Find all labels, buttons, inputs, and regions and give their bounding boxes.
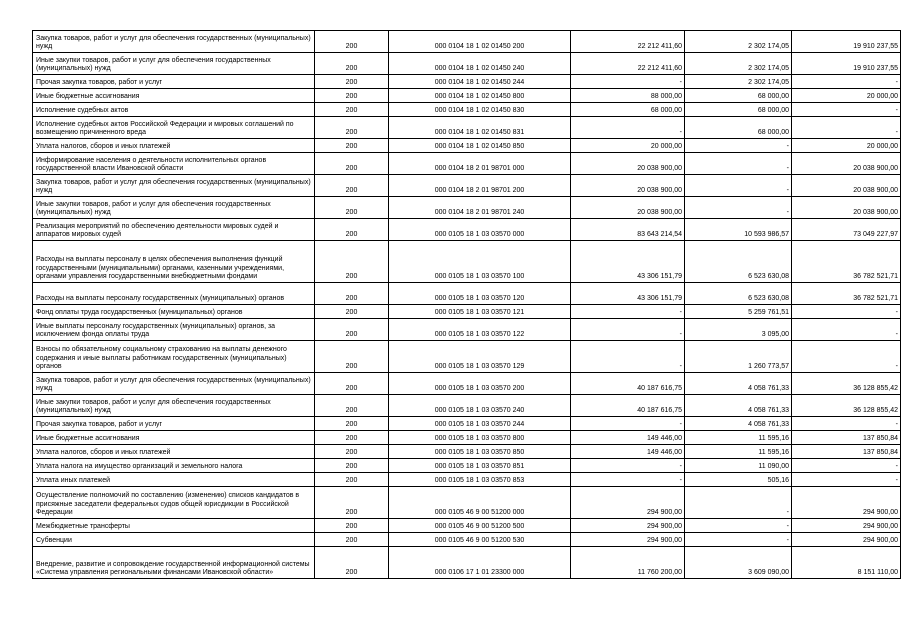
budget-classification-code-cell: 000 0104 18 1 02 01450 200: [389, 31, 571, 53]
line-code-cell: 200: [315, 75, 389, 89]
executed-amount-cell: 6 523 630,08: [685, 241, 792, 283]
approved-amount-cell: -: [571, 417, 685, 431]
table-row: [33, 53, 901, 75]
expense-name-cell: Межбюджетные трансферты: [33, 519, 315, 533]
table-row: [33, 219, 901, 241]
expense-name-cell: Взносы по обязательному социальному страхованию на выплаты денежного содержания и иные выплаты работникам государственных (муниципальных) органов: [33, 341, 315, 373]
table-row: [33, 395, 901, 417]
remaining-amount-cell: -: [792, 305, 901, 319]
approved-amount-cell: 294 900,00: [571, 533, 685, 547]
table-row: [33, 31, 901, 53]
executed-amount-cell: -: [685, 487, 792, 519]
budget-classification-code-cell: 000 0104 18 2 01 98701 000: [389, 153, 571, 175]
budget-classification-code-cell: 000 0105 46 9 00 51200 500: [389, 519, 571, 533]
approved-amount-cell: 22 212 411,60: [571, 31, 685, 53]
expense-name-cell: Прочая закупка товаров, работ и услуг: [33, 417, 315, 431]
expense-name-cell: Закупка товаров, работ и услуг для обеспечения государственных (муниципальных) нужд: [33, 373, 315, 395]
expense-name-cell: Закупка товаров, работ и услуг для обеспечения государственных (муниципальных) нужд: [33, 31, 315, 53]
approved-amount-cell: 20 038 900,00: [571, 197, 685, 219]
remaining-amount-cell: 20 000,00: [792, 89, 901, 103]
approved-amount-cell: 22 212 411,60: [571, 53, 685, 75]
table-row: [33, 75, 901, 89]
executed-amount-cell: 3 609 090,00: [685, 547, 792, 579]
remaining-amount-cell: -: [792, 319, 901, 341]
table-row: [33, 117, 901, 139]
table-row: [33, 417, 901, 431]
expense-name-cell: Осуществление полномочий по составлению (изменению) списков кандидатов в присяжные заседатели федеральных судов общей юрисдикции в Российской Федерации: [33, 487, 315, 519]
expense-name-cell: Реализация мероприятий по обеспечению деятельности мировых судей и аппаратов мировых судей: [33, 219, 315, 241]
table-row: [33, 103, 901, 117]
table-row: [33, 459, 901, 473]
line-code-cell: 200: [315, 219, 389, 241]
budget-classification-code-cell: 000 0105 18 1 03 03570 240: [389, 395, 571, 417]
budget-classification-code-cell: 000 0106 17 1 01 23300 000: [389, 547, 571, 579]
remaining-amount-cell: 36 128 855,42: [792, 373, 901, 395]
table-row: [33, 341, 901, 373]
budget-classification-code-cell: 000 0105 46 9 00 51200 530: [389, 533, 571, 547]
budget-classification-code-cell: 000 0105 18 1 03 03570 853: [389, 473, 571, 487]
expense-name-cell: Уплата иных платежей: [33, 473, 315, 487]
remaining-amount-cell: -: [792, 459, 901, 473]
table-row: [33, 533, 901, 547]
budget-classification-code-cell: 000 0104 18 1 02 01450 830: [389, 103, 571, 117]
line-code-cell: 200: [315, 341, 389, 373]
approved-amount-cell: -: [571, 117, 685, 139]
budget-classification-code-cell: 000 0104 18 1 02 01450 850: [389, 139, 571, 153]
expense-name-cell: Исполнение судебных актов Российской Федерации и мировых соглашений по возмещению причиненного вреда: [33, 117, 315, 139]
remaining-amount-cell: -: [792, 417, 901, 431]
line-code-cell: 200: [315, 103, 389, 117]
budget-classification-code-cell: 000 0104 18 1 02 01450 244: [389, 75, 571, 89]
approved-amount-cell: 43 306 151,79: [571, 283, 685, 305]
expense-name-cell: Исполнение судебных актов: [33, 103, 315, 117]
line-code-cell: 200: [315, 197, 389, 219]
budget-report-page: [32, 30, 898, 579]
executed-amount-cell: 11 090,00: [685, 459, 792, 473]
line-code-cell: 200: [315, 395, 389, 417]
executed-amount-cell: 11 595,16: [685, 431, 792, 445]
expense-name-cell: Расходы на выплаты персоналу в целях обеспечения выполнения функций государственными (муниципальными) органами, казенными учреждениями, органами управления государственными внебюджетными фондами: [33, 241, 315, 283]
budget-classification-code-cell: 000 0105 18 1 03 03570 000: [389, 219, 571, 241]
executed-amount-cell: 5 259 761,51: [685, 305, 792, 319]
table-row: [33, 175, 901, 197]
approved-amount-cell: 20 000,00: [571, 139, 685, 153]
budget-classification-code-cell: 000 0105 18 1 03 03570 851: [389, 459, 571, 473]
line-code-cell: 200: [315, 283, 389, 305]
executed-amount-cell: 505,16: [685, 473, 792, 487]
executed-amount-cell: -: [685, 533, 792, 547]
remaining-amount-cell: -: [792, 103, 901, 117]
executed-amount-cell: 4 058 761,33: [685, 417, 792, 431]
table-row: [33, 487, 901, 519]
executed-amount-cell: 68 000,00: [685, 89, 792, 103]
table-row: [33, 89, 901, 103]
expense-name-cell: Расходы на выплаты персоналу государственных (муниципальных) органов: [33, 283, 315, 305]
budget-classification-code-cell: 000 0104 18 2 01 98701 200: [389, 175, 571, 197]
remaining-amount-cell: 20 038 900,00: [792, 197, 901, 219]
expense-name-cell: Иные закупки товаров, работ и услуг для обеспечения государственных (муниципальных) нужд: [33, 53, 315, 75]
approved-amount-cell: -: [571, 341, 685, 373]
line-code-cell: 200: [315, 459, 389, 473]
budget-classification-code-cell: 000 0104 18 1 02 01450 240: [389, 53, 571, 75]
line-code-cell: 200: [315, 305, 389, 319]
expense-name-cell: Иные бюджетные ассигнования: [33, 89, 315, 103]
remaining-amount-cell: -: [792, 117, 901, 139]
table-row: [33, 519, 901, 533]
executed-amount-cell: -: [685, 519, 792, 533]
line-code-cell: 200: [315, 153, 389, 175]
remaining-amount-cell: 36 782 521,71: [792, 241, 901, 283]
table-row: [33, 431, 901, 445]
line-code-cell: 200: [315, 117, 389, 139]
line-code-cell: 200: [315, 487, 389, 519]
executed-amount-cell: -: [685, 175, 792, 197]
table-row: [33, 445, 901, 459]
executed-amount-cell: 68 000,00: [685, 117, 792, 139]
table-row: [33, 305, 901, 319]
executed-amount-cell: 1 260 773,57: [685, 341, 792, 373]
expense-name-cell: Внедрение, развитие и сопровождение государственной информационной системы «Система управления региональными финансами Ивановской области»: [33, 547, 315, 579]
approved-amount-cell: 40 187 616,75: [571, 395, 685, 417]
approved-amount-cell: 294 900,00: [571, 487, 685, 519]
expense-name-cell: Иные закупки товаров, работ и услуг для обеспечения государственных (муниципальных) нужд: [33, 197, 315, 219]
approved-amount-cell: 20 038 900,00: [571, 153, 685, 175]
table-row: [33, 153, 901, 175]
remaining-amount-cell: 20 038 900,00: [792, 175, 901, 197]
budget-classification-code-cell: 000 0105 18 1 03 03570 122: [389, 319, 571, 341]
table-body: [33, 31, 901, 579]
remaining-amount-cell: 8 151 110,00: [792, 547, 901, 579]
remaining-amount-cell: 137 850,84: [792, 431, 901, 445]
expense-name-cell: Информирование населения о деятельности исполнительных органов государственной власти Ивановской области: [33, 153, 315, 175]
remaining-amount-cell: 294 900,00: [792, 519, 901, 533]
expense-name-cell: Иные закупки товаров, работ и услуг для обеспечения государственных (муниципальных) нужд: [33, 395, 315, 417]
line-code-cell: 200: [315, 241, 389, 283]
approved-amount-cell: 11 760 200,00: [571, 547, 685, 579]
table-row: [33, 547, 901, 579]
remaining-amount-cell: 137 850,84: [792, 445, 901, 459]
budget-classification-code-cell: 000 0105 18 1 03 03570 120: [389, 283, 571, 305]
budget-classification-code-cell: 000 0105 18 1 03 03570 129: [389, 341, 571, 373]
executed-amount-cell: 2 302 174,05: [685, 75, 792, 89]
remaining-amount-cell: 19 910 237,55: [792, 31, 901, 53]
executed-amount-cell: 3 095,00: [685, 319, 792, 341]
executed-amount-cell: 11 595,16: [685, 445, 792, 459]
approved-amount-cell: -: [571, 319, 685, 341]
approved-amount-cell: 20 038 900,00: [571, 175, 685, 197]
budget-classification-code-cell: 000 0105 18 1 03 03570 800: [389, 431, 571, 445]
table-row: [33, 373, 901, 395]
executed-amount-cell: 68 000,00: [685, 103, 792, 117]
remaining-amount-cell: 20 000,00: [792, 139, 901, 153]
approved-amount-cell: 88 000,00: [571, 89, 685, 103]
budget-classification-code-cell: 000 0104 18 1 02 01450 831: [389, 117, 571, 139]
remaining-amount-cell: 19 910 237,55: [792, 53, 901, 75]
executed-amount-cell: 2 302 174,05: [685, 53, 792, 75]
expense-name-cell: Уплата налогов, сборов и иных платежей: [33, 139, 315, 153]
budget-classification-code-cell: 000 0105 18 1 03 03570 100: [389, 241, 571, 283]
approved-amount-cell: 43 306 151,79: [571, 241, 685, 283]
approved-amount-cell: 149 446,00: [571, 431, 685, 445]
executed-amount-cell: 2 302 174,05: [685, 31, 792, 53]
expense-name-cell: Иные выплаты персоналу государственных (муниципальных) органов, за исключением фонда оплаты труда: [33, 319, 315, 341]
approved-amount-cell: 68 000,00: [571, 103, 685, 117]
approved-amount-cell: -: [571, 473, 685, 487]
expense-name-cell: Субвенции: [33, 533, 315, 547]
expense-name-cell: Фонд оплаты труда государственных (муниципальных) органов: [33, 305, 315, 319]
expenditure-table: [32, 30, 901, 579]
line-code-cell: 200: [315, 519, 389, 533]
approved-amount-cell: -: [571, 459, 685, 473]
line-code-cell: 200: [315, 175, 389, 197]
approved-amount-cell: -: [571, 75, 685, 89]
line-code-cell: 200: [315, 533, 389, 547]
budget-classification-code-cell: 000 0105 46 9 00 51200 000: [389, 487, 571, 519]
table-row: [33, 473, 901, 487]
approved-amount-cell: 149 446,00: [571, 445, 685, 459]
remaining-amount-cell: 20 038 900,00: [792, 153, 901, 175]
line-code-cell: 200: [315, 319, 389, 341]
table-row: [33, 197, 901, 219]
executed-amount-cell: 10 593 986,57: [685, 219, 792, 241]
approved-amount-cell: 40 187 616,75: [571, 373, 685, 395]
line-code-cell: 200: [315, 373, 389, 395]
table-row: [33, 241, 901, 283]
approved-amount-cell: -: [571, 305, 685, 319]
approved-amount-cell: 83 643 214,54: [571, 219, 685, 241]
remaining-amount-cell: -: [792, 473, 901, 487]
line-code-cell: 200: [315, 89, 389, 103]
table-row: [33, 319, 901, 341]
line-code-cell: 200: [315, 547, 389, 579]
line-code-cell: 200: [315, 139, 389, 153]
table-row: [33, 283, 901, 305]
line-code-cell: 200: [315, 31, 389, 53]
line-code-cell: 200: [315, 445, 389, 459]
expense-name-cell: Уплата налога на имущество организаций и земельного налога: [33, 459, 315, 473]
table-row: [33, 139, 901, 153]
line-code-cell: 200: [315, 417, 389, 431]
remaining-amount-cell: 294 900,00: [792, 533, 901, 547]
executed-amount-cell: -: [685, 139, 792, 153]
remaining-amount-cell: 73 049 227,97: [792, 219, 901, 241]
budget-classification-code-cell: 000 0105 18 1 03 03570 850: [389, 445, 571, 459]
remaining-amount-cell: 36 782 521,71: [792, 283, 901, 305]
remaining-amount-cell: 294 900,00: [792, 487, 901, 519]
executed-amount-cell: -: [685, 153, 792, 175]
expense-name-cell: Прочая закупка товаров, работ и услуг: [33, 75, 315, 89]
expense-name-cell: Иные бюджетные ассигнования: [33, 431, 315, 445]
line-code-cell: 200: [315, 473, 389, 487]
executed-amount-cell: 4 058 761,33: [685, 395, 792, 417]
budget-classification-code-cell: 000 0105 18 1 03 03570 121: [389, 305, 571, 319]
executed-amount-cell: 4 058 761,33: [685, 373, 792, 395]
line-code-cell: 200: [315, 53, 389, 75]
remaining-amount-cell: -: [792, 75, 901, 89]
expense-name-cell: Закупка товаров, работ и услуг для обеспечения государственных (муниципальных) нужд: [33, 175, 315, 197]
budget-classification-code-cell: 000 0104 18 1 02 01450 800: [389, 89, 571, 103]
line-code-cell: 200: [315, 431, 389, 445]
executed-amount-cell: -: [685, 197, 792, 219]
executed-amount-cell: 6 523 630,08: [685, 283, 792, 305]
budget-classification-code-cell: 000 0105 18 1 03 03570 200: [389, 373, 571, 395]
budget-classification-code-cell: 000 0105 18 1 03 03570 244: [389, 417, 571, 431]
remaining-amount-cell: -: [792, 341, 901, 373]
remaining-amount-cell: 36 128 855,42: [792, 395, 901, 417]
approved-amount-cell: 294 900,00: [571, 519, 685, 533]
budget-classification-code-cell: 000 0104 18 2 01 98701 240: [389, 197, 571, 219]
expense-name-cell: Уплата налогов, сборов и иных платежей: [33, 445, 315, 459]
